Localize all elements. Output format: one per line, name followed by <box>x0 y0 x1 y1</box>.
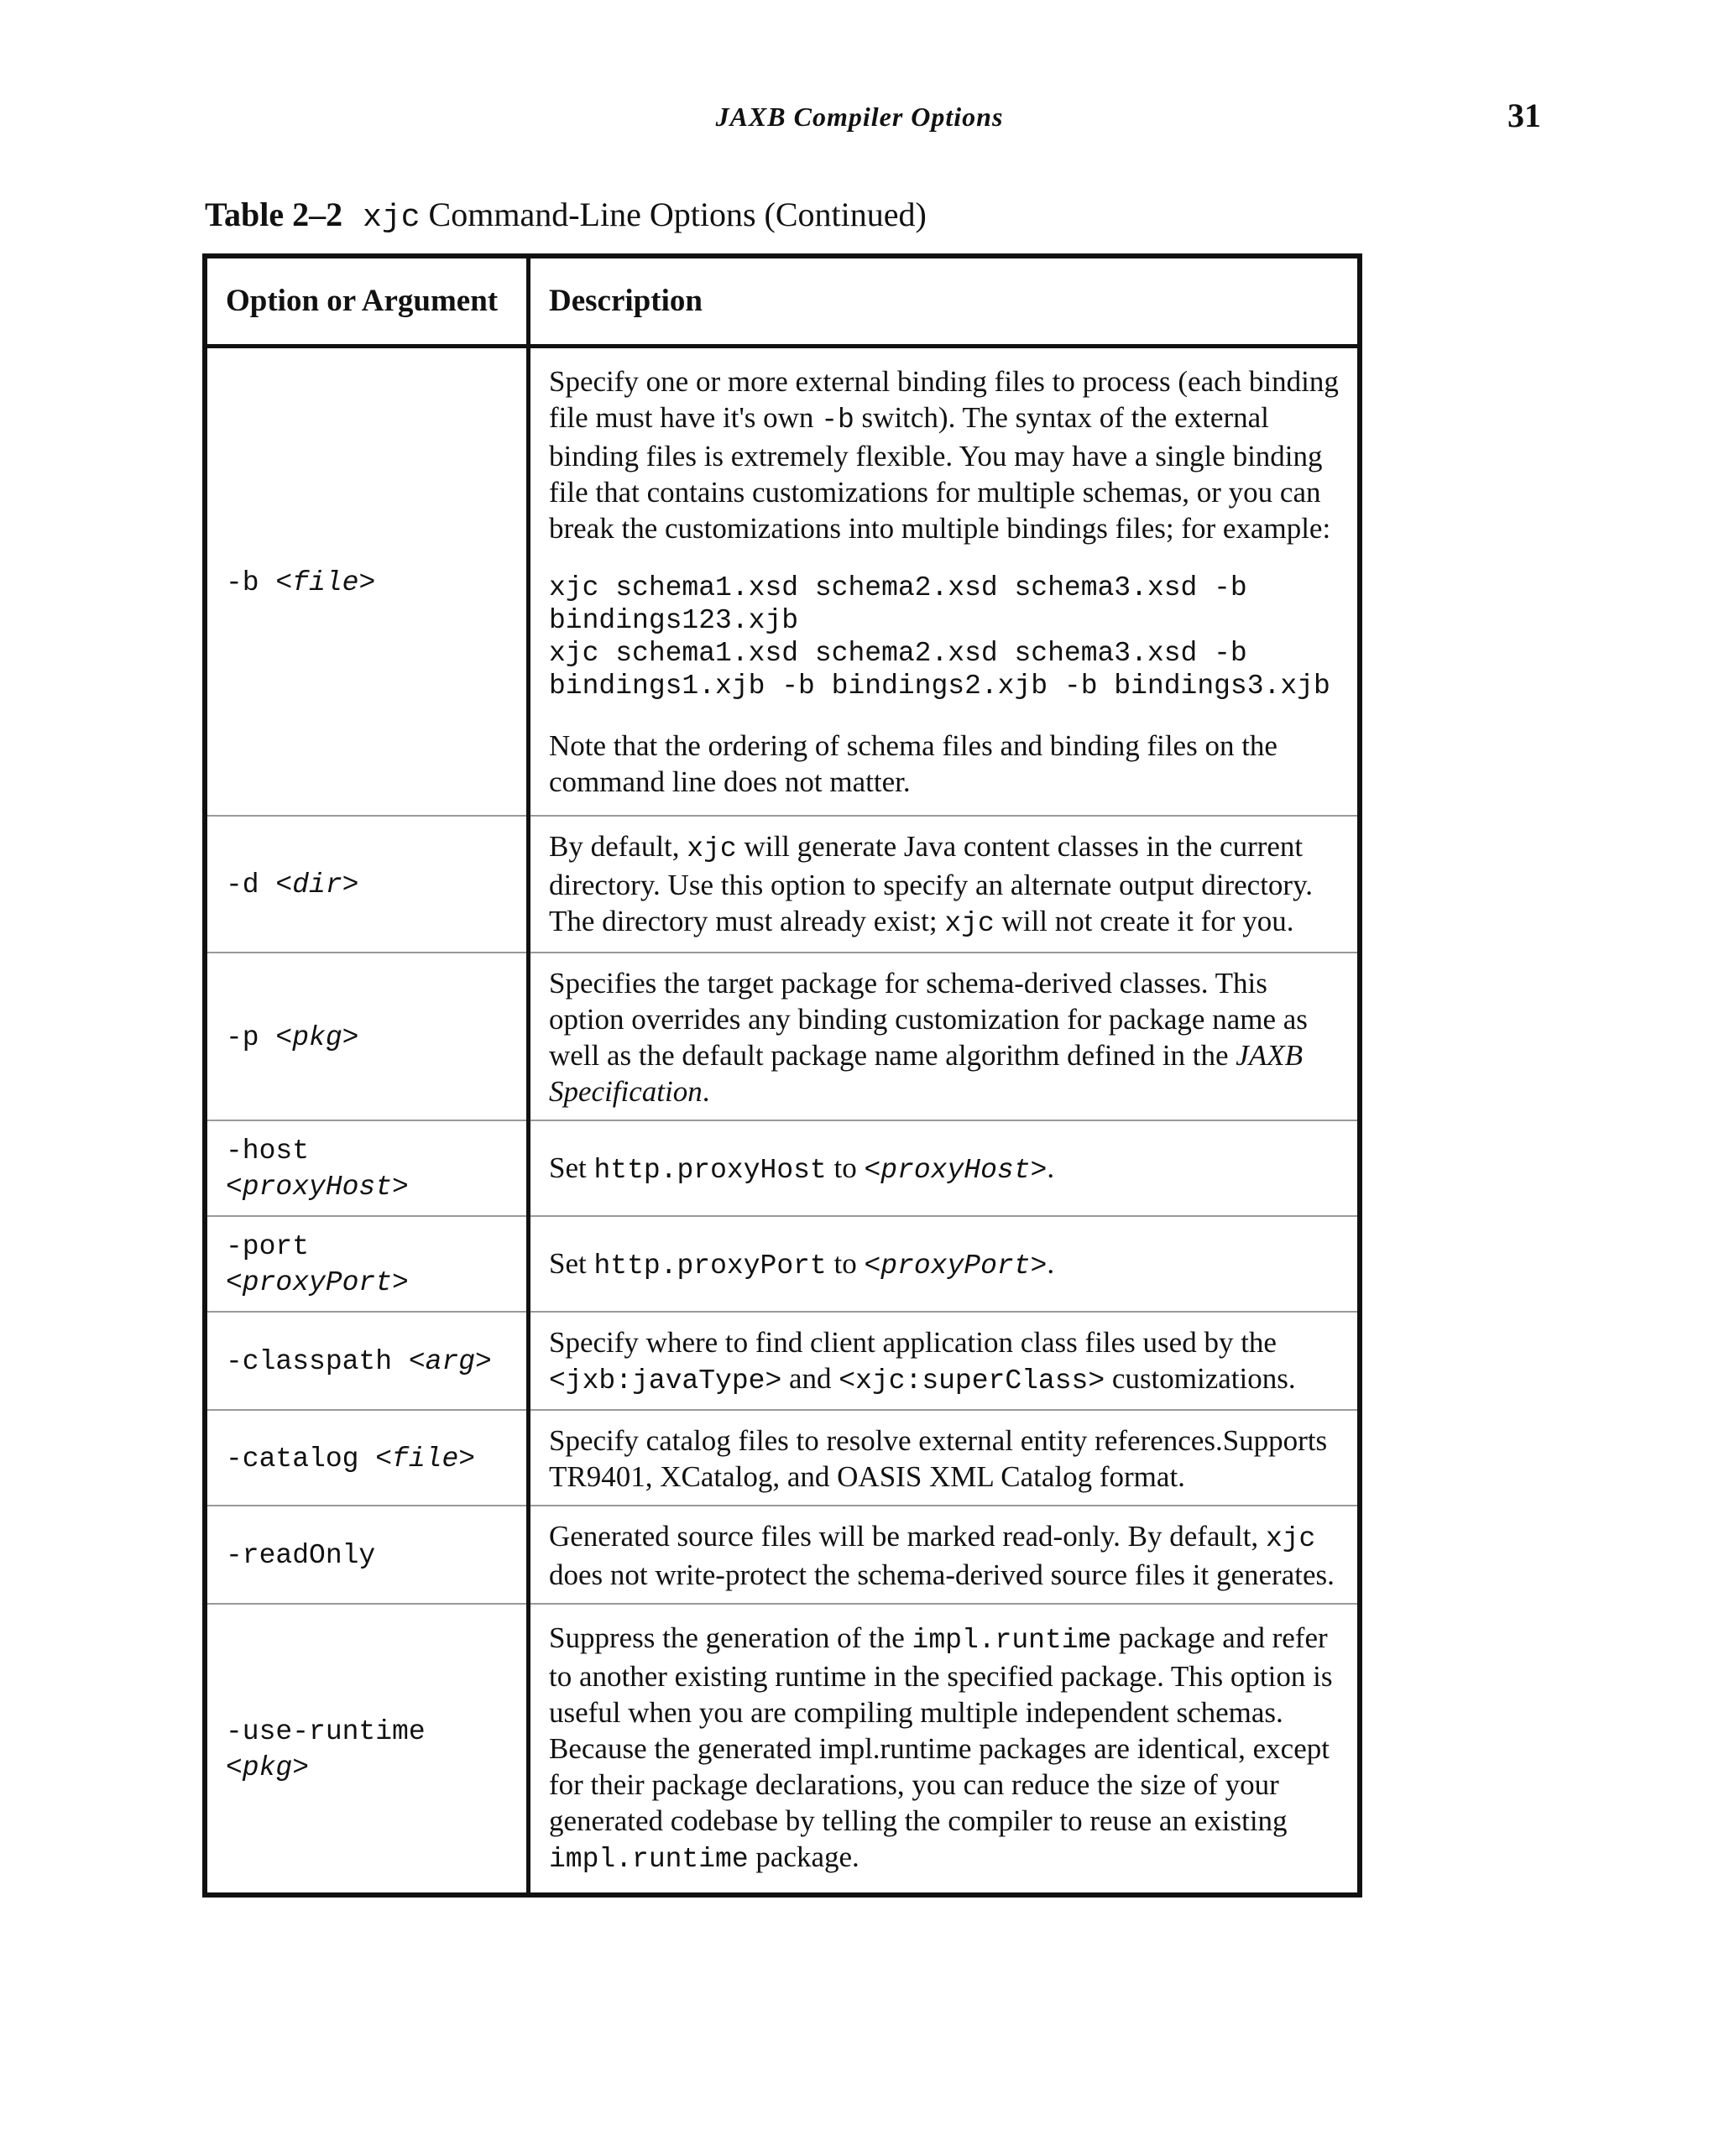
inline-code: xjc <box>944 908 995 939</box>
option-flag: -port <box>226 1231 310 1262</box>
text: to <box>826 1247 865 1280</box>
option-flag: -host <box>226 1135 310 1167</box>
option-argument: <proxyHost> <box>226 1172 409 1203</box>
option-cell <box>205 1120 529 1216</box>
text: will generate Java content classes in the current directory. Use this option to specify an alternate output directory. The directory must already exist; <box>549 830 1314 937</box>
table-row-classpath <box>205 1312 1360 1410</box>
text: By default, <box>549 830 687 863</box>
table-caption <box>205 195 927 236</box>
option-flag: -catalog <box>226 1443 376 1475</box>
inline-code: http.proxyHost <box>593 1155 827 1186</box>
column-header-option: Option or Argument <box>205 256 529 347</box>
option-argument: <arg> <box>408 1346 492 1377</box>
table-header-row <box>205 256 1360 347</box>
option-flag: -readOnly <box>226 1540 376 1571</box>
table-row-p <box>205 953 1360 1120</box>
code-line: xjc schema1.xsd schema2.xsd schema3.xsd -b <box>549 638 1247 669</box>
option-cell <box>205 1410 529 1506</box>
option-cell <box>205 1216 529 1312</box>
text: . <box>1047 1247 1055 1280</box>
description-cell <box>529 1506 1361 1604</box>
text: to <box>826 1151 865 1184</box>
description-note: Note that the ordering of schema files and binding files on the command line does not matter. <box>549 729 1277 798</box>
option-cell <box>205 347 529 817</box>
text: customizations. <box>1105 1362 1296 1395</box>
page-number: 31 <box>1507 97 1541 134</box>
table-row-host <box>205 1120 1360 1216</box>
description-cell <box>529 1120 1361 1216</box>
description-cell <box>529 1312 1361 1410</box>
text: and <box>781 1362 839 1395</box>
description-cell <box>529 816 1361 953</box>
table-row-b <box>205 347 1360 817</box>
text: Set <box>549 1247 594 1280</box>
table-row-catalog <box>205 1410 1360 1506</box>
table-row-port <box>205 1216 1360 1312</box>
option-argument: <pkg> <box>226 1751 310 1783</box>
code-line: bindings123.xjb <box>549 605 799 636</box>
description-cell: Specify catalog files to resolve external entity references.Supports TR9401, XCatalog, and OASIS XML Catalog format. <box>529 1410 1361 1506</box>
code-line: xjc schema1.xsd schema2.xsd schema3.xsd -b <box>549 572 1247 603</box>
options-table <box>202 253 1362 1898</box>
caption-label: Table 2–2 <box>205 196 343 233</box>
option-flag: -use-runtime <box>226 1715 426 1747</box>
text: Set <box>549 1151 594 1184</box>
text: Specify where to find client application class files used by the <box>549 1326 1277 1359</box>
option-argument: <dir> <box>275 869 359 901</box>
running-head: JAXB Compiler Options <box>715 102 1004 132</box>
description-text <box>549 363 1339 546</box>
description-cell <box>529 1604 1361 1895</box>
table-row-d <box>205 816 1360 953</box>
option-flag: -p <box>226 1021 276 1053</box>
table-row-readonly <box>205 1506 1360 1604</box>
inline-code: <jxb:javaType> <box>549 1365 782 1396</box>
description-cell <box>529 1216 1361 1312</box>
column-header-description: Description <box>529 256 1361 347</box>
caption-title: Command-Line Options (Continued) <box>428 196 927 233</box>
inline-argument: <proxyPort> <box>864 1250 1048 1282</box>
inline-code: <xjc:superClass> <box>839 1365 1105 1396</box>
text: Suppress the generation of the <box>549 1621 912 1654</box>
option-cell <box>205 1604 529 1895</box>
inline-code: xjc <box>1265 1523 1316 1554</box>
text: . <box>702 1075 710 1108</box>
inline-code: impl.runtime <box>549 1844 749 1875</box>
inline-code: xjc <box>687 833 737 864</box>
code-line: bindings1.xjb -b bindings2.xjb -b bindings3.xjb <box>549 671 1330 702</box>
option-argument: <file> <box>275 566 376 598</box>
option-cell <box>205 953 529 1120</box>
option-flag: -classpath <box>226 1346 409 1377</box>
option-cell <box>205 816 529 953</box>
text: Specify one or more external binding files to process (each binding file must have it's own <box>549 365 1339 434</box>
option-flag: -d <box>226 869 276 901</box>
option-cell <box>205 1312 529 1410</box>
text: package and refer to another existing runtime in the specified package. This option is useful when you are compiling multiple independent schemas. Because the generated impl.runtime packages are identical, except for their package declarations, you can reduce the size of your generated codebase by telling the compiler to reuse an existing <box>549 1621 1333 1837</box>
text: package. <box>748 1840 860 1873</box>
description-cell <box>529 347 1361 817</box>
text: does not write-protect the schema-derived source files it generates. <box>549 1558 1335 1591</box>
text: Generated source files will be marked read-only. By default, <box>549 1520 1266 1553</box>
text: Specifies the target package for schema-derived classes. This option overrides any binding customization for package name as well as the default package name algorithm defined in the <box>549 967 1308 1072</box>
inline-code: impl.runtime <box>912 1625 1112 1656</box>
description-cell <box>529 953 1361 1120</box>
emphasis: JAXB Specification <box>549 1039 1303 1108</box>
option-cell <box>205 1506 529 1604</box>
inline-code: http.proxyPort <box>593 1250 827 1282</box>
text: . <box>1047 1151 1055 1184</box>
caption-command: xjc <box>363 200 421 236</box>
option-flag: -b <box>226 566 276 598</box>
option-argument: <proxyPort> <box>226 1267 409 1298</box>
inline-code: -b <box>821 405 854 436</box>
text: switch). The syntax of the external binding files is extremely flexible. You may have a single binding file that contains customizations for multiple schemas, or you can break the customizations into multiple bindings files; for example: <box>549 401 1331 545</box>
option-argument: <file> <box>375 1443 476 1475</box>
text: will not create it for you. <box>994 905 1294 937</box>
option-argument: <pkg> <box>275 1021 359 1053</box>
inline-argument: <proxyHost> <box>864 1155 1048 1186</box>
table-row-use-runtime <box>205 1604 1360 1895</box>
